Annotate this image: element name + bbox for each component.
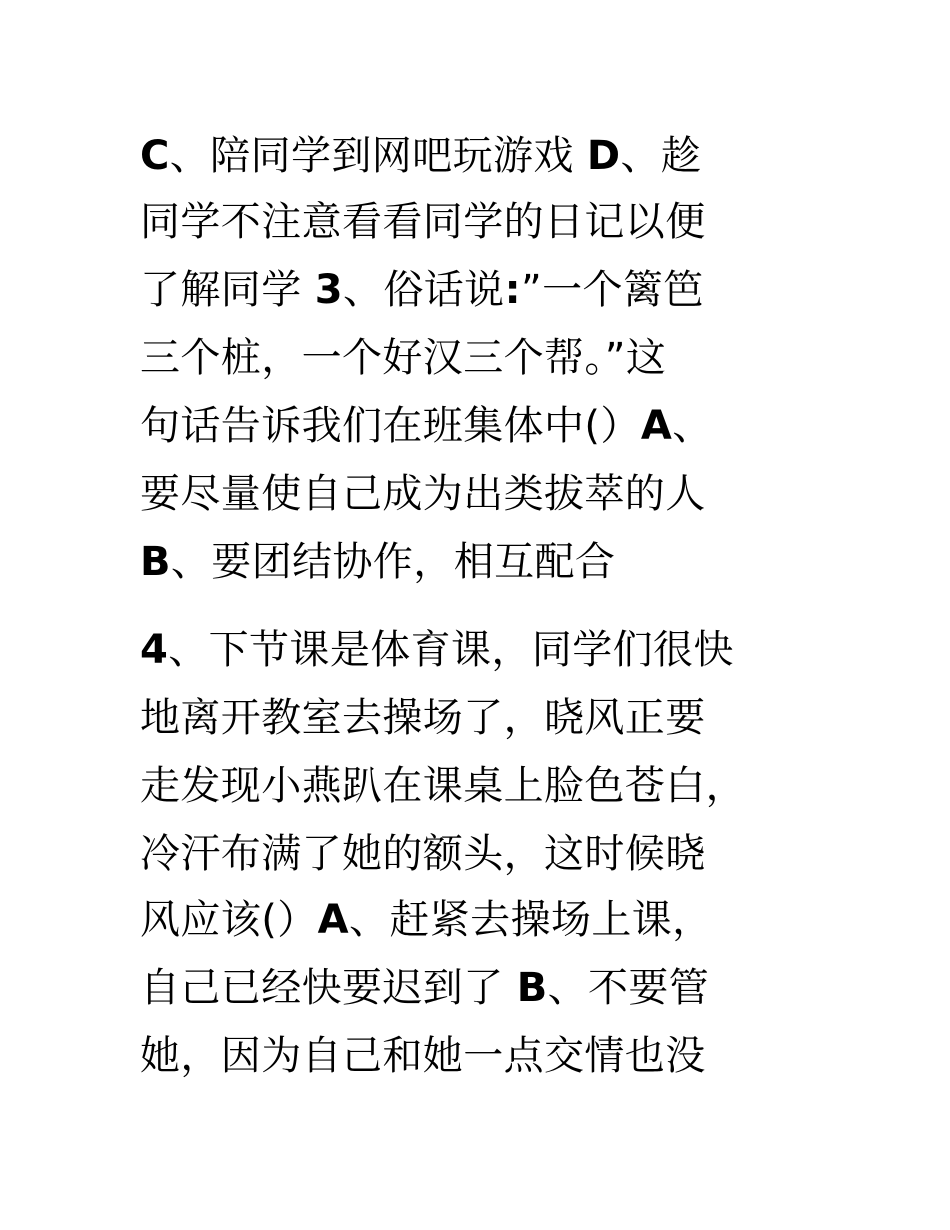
text-line bbox=[140, 620, 734, 680]
text-segment: 、 bbox=[672, 403, 713, 449]
text-segment: 地离开教室去操场了，晓风正要 bbox=[140, 695, 706, 741]
option-letter: A bbox=[640, 403, 673, 449]
option-letter: D bbox=[586, 133, 621, 179]
text-line bbox=[140, 126, 701, 186]
text-segment: 、下节课是体育课，同学们很快 bbox=[168, 627, 734, 673]
text-line bbox=[140, 824, 706, 884]
paren-close: ） bbox=[277, 897, 318, 943]
option-letter: B bbox=[516, 965, 548, 1011]
text-segment: 风应该 bbox=[140, 897, 262, 943]
paren-open: ( bbox=[261, 897, 278, 943]
text-line bbox=[140, 260, 704, 320]
text-line bbox=[140, 890, 713, 950]
text-line bbox=[140, 532, 615, 592]
text-segment: 、俗话说 bbox=[342, 267, 505, 313]
text-line bbox=[140, 464, 706, 524]
text-segment: 了解同学 bbox=[140, 267, 315, 313]
text-segment: 句话告诉我们在班集体中 bbox=[140, 403, 585, 449]
text-segment: 、要团结协作，相互配合 bbox=[170, 539, 616, 585]
text-line bbox=[140, 756, 746, 816]
text-segment: 同学不注意看看同学的日记以便 bbox=[140, 199, 706, 245]
text-line bbox=[140, 192, 706, 252]
text-segment: 、陪同学到网吧玩游戏 bbox=[169, 133, 587, 179]
text-line bbox=[140, 688, 706, 748]
text-segment: 她，因为自己和她一点交情也没 bbox=[140, 1033, 706, 1079]
colon-mark: : bbox=[504, 267, 521, 313]
text-segment: 、不要管 bbox=[547, 965, 710, 1011]
text-segment: 、趁 bbox=[620, 133, 702, 179]
text-segment: 走发现小燕趴在课桌上脸色苍白， bbox=[140, 763, 746, 809]
text-segment: ”一个篱笆 bbox=[520, 267, 704, 313]
question-number: 4 bbox=[140, 627, 169, 673]
question-number: 3 bbox=[314, 267, 343, 313]
option-letter: A bbox=[317, 897, 349, 943]
paren-open: ( bbox=[584, 403, 601, 449]
paren-close: ） bbox=[600, 403, 641, 449]
text-line bbox=[140, 396, 713, 456]
option-letter: C bbox=[140, 133, 170, 179]
text-segment: 要尽量使自己成为出类拔萃的人 bbox=[140, 471, 706, 517]
text-segment: 冷汗布满了她的额头，这时候晓 bbox=[140, 831, 706, 877]
text-segment: 自己已经快要迟到了 bbox=[140, 965, 517, 1011]
text-line bbox=[140, 328, 666, 388]
option-letter: B bbox=[140, 539, 171, 585]
text-line bbox=[140, 958, 709, 1018]
text-segment: 三个桩，一个好汉三个帮。”这 bbox=[140, 335, 667, 381]
text-segment: 、赶紧去操场上课， bbox=[348, 897, 713, 943]
text-line bbox=[140, 1026, 706, 1086]
